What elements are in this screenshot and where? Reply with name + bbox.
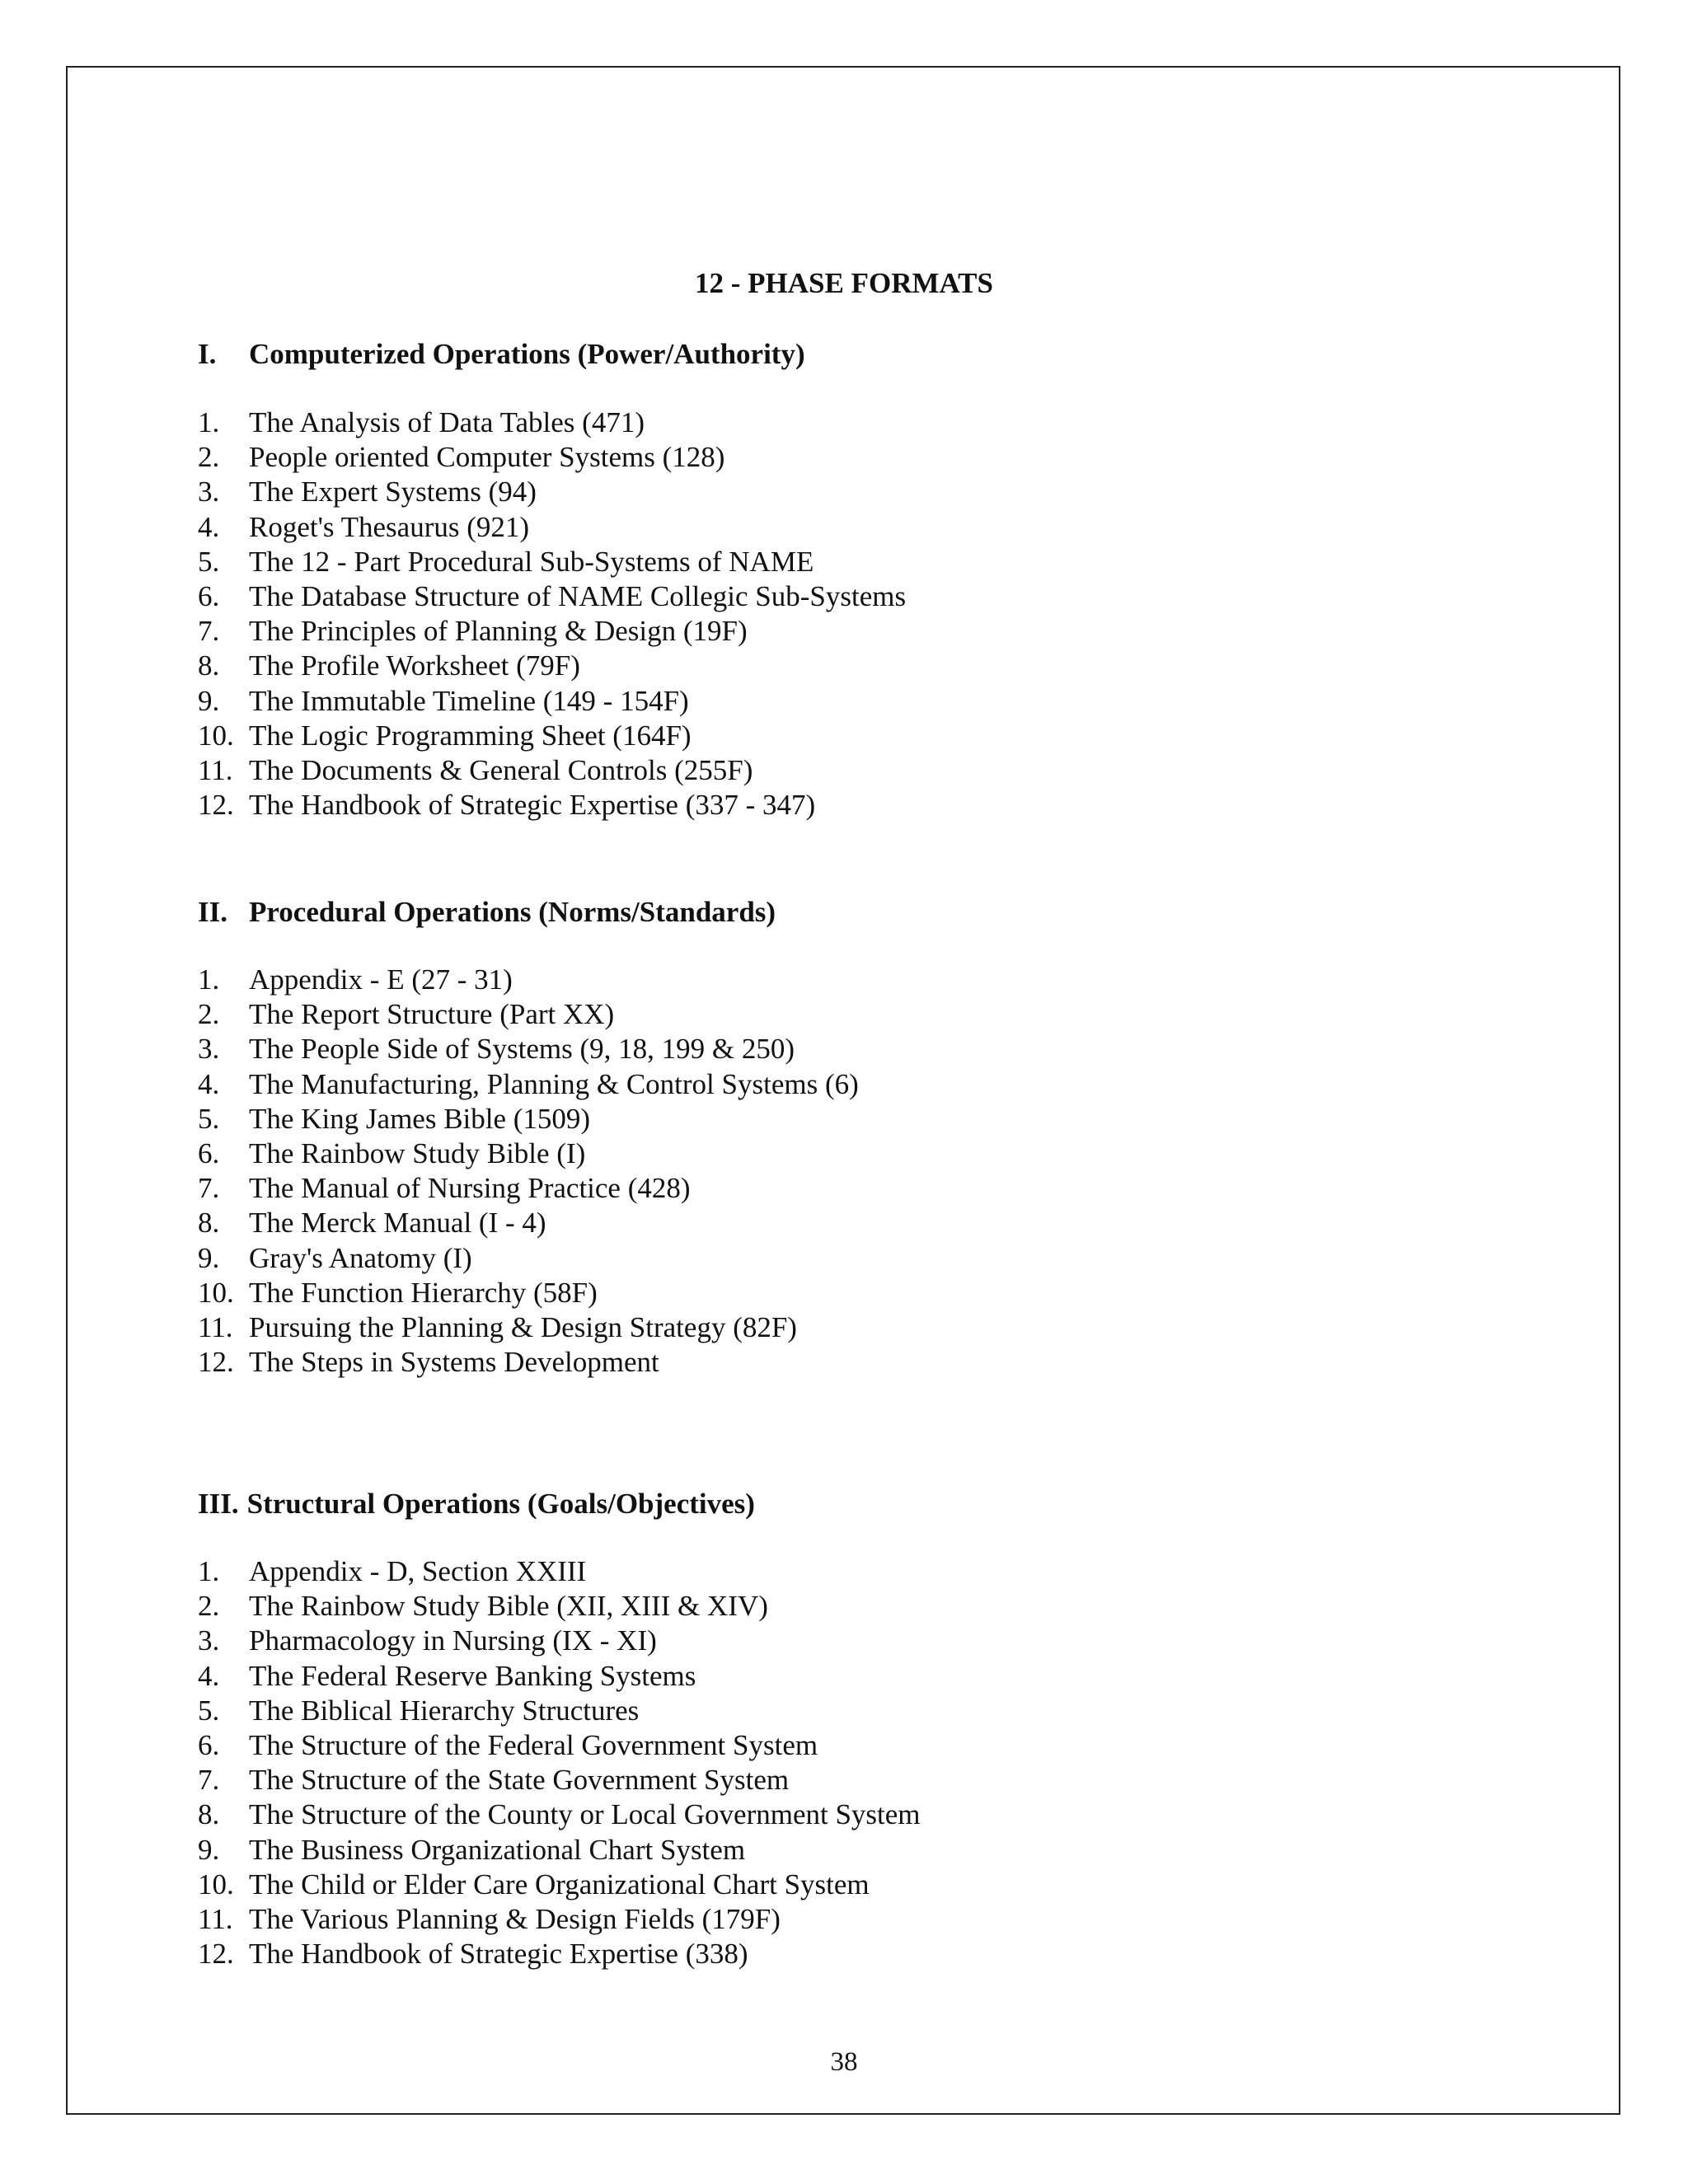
- item-number: 8.: [198, 649, 220, 682]
- item-text: The Database Structure of NAME Collegic Sub-Systems: [249, 580, 907, 613]
- item-number: 1.: [198, 963, 220, 996]
- item-number: 7.: [198, 1172, 220, 1205]
- item-number: 5.: [198, 1102, 220, 1135]
- section-numeral: III.: [198, 1488, 239, 1520]
- section-title: Procedural Operations (Norms/Standards): [249, 896, 776, 928]
- list-item: [198, 1797, 921, 1832]
- procedural-operations-list: [198, 963, 859, 1380]
- item-number: 4.: [198, 1067, 220, 1100]
- item-text: Appendix - D, Section XXIII: [249, 1555, 587, 1587]
- item-text: Pursuing the Planning & Design Strategy (82F): [249, 1311, 797, 1344]
- list-item: [198, 684, 906, 719]
- list-item: [198, 1276, 859, 1310]
- list-item: [198, 1310, 859, 1345]
- list-item: [198, 510, 906, 545]
- item-text: The Analysis of Data Tables (471): [249, 406, 645, 438]
- item-text: The Biblical Hierarchy Structures: [249, 1694, 640, 1727]
- list-item: [198, 1868, 921, 1902]
- section-numeral: II.: [198, 896, 227, 928]
- page-title: 12 - PHASE FORMATS: [695, 267, 993, 299]
- list-item: [198, 719, 906, 753]
- structural-operations-list: [198, 1554, 921, 1971]
- item-number: 10.: [198, 1868, 234, 1900]
- item-number: 2.: [198, 441, 220, 474]
- item-text: The Steps in Systems Development: [249, 1346, 659, 1379]
- item-text: The Rainbow Study Bible (XII, XIII & XIV): [249, 1590, 768, 1623]
- list-item: [198, 475, 906, 509]
- item-number: 3.: [198, 1033, 220, 1066]
- item-text: The Structure of the State Government System: [249, 1764, 790, 1797]
- list-item: [198, 1067, 859, 1102]
- item-number: 4.: [198, 1659, 220, 1692]
- page-number: 38: [830, 2047, 858, 2077]
- item-number: 9.: [198, 684, 220, 717]
- item-text: The People Side of Systems (9, 18, 199 & 250): [249, 1033, 795, 1066]
- item-text: The Profile Worksheet (79F): [249, 649, 580, 682]
- item-text: The 12 - Part Procedural Sub-Systems of NAME: [249, 545, 814, 578]
- item-number: 9.: [198, 1241, 220, 1274]
- list-item: [198, 1589, 921, 1624]
- item-text: The Principles of Planning & Design (19F): [249, 615, 748, 648]
- item-number: 11.: [198, 1903, 233, 1936]
- item-text: Pharmacology in Nursing (IX - XI): [249, 1624, 657, 1657]
- list-item: [198, 545, 906, 579]
- item-text: The Immutable Timeline (149 - 154F): [249, 684, 689, 717]
- item-number: 5.: [198, 545, 220, 578]
- list-item: [198, 1833, 921, 1868]
- computerized-operations-list: [198, 405, 906, 823]
- item-number: 6.: [198, 580, 220, 613]
- item-text: The Child or Elder Care Organizational Chart System: [249, 1868, 870, 1900]
- list-item: [198, 963, 859, 997]
- item-text: The Function Hierarchy (58F): [249, 1276, 598, 1309]
- item-number: 1.: [198, 406, 220, 438]
- item-number: 10.: [198, 1276, 234, 1309]
- list-item: [198, 1171, 859, 1206]
- list-item: [198, 614, 906, 649]
- item-number: 6.: [198, 1729, 220, 1762]
- list-item: [198, 405, 906, 440]
- list-item: [198, 1206, 859, 1240]
- item-text: The Expert Systems (94): [249, 476, 537, 509]
- list-item: [198, 1624, 921, 1658]
- section-heading-computerized-operations: [198, 336, 805, 373]
- section-heading-structural-operations: [198, 1486, 755, 1522]
- item-text: The King James Bible (1509): [249, 1102, 591, 1135]
- list-item: [198, 1554, 921, 1589]
- list-item: [198, 1345, 859, 1380]
- item-number: 12.: [198, 789, 234, 822]
- item-text: The Manual of Nursing Practice (428): [249, 1172, 691, 1205]
- item-number: 8.: [198, 1798, 220, 1831]
- item-text: The Handbook of Strategic Expertise (338): [249, 1938, 748, 1971]
- item-text: The Logic Programming Sheet (164F): [249, 719, 692, 752]
- item-number: 3.: [198, 476, 220, 509]
- section-title: Computerized Operations (Power/Authority): [249, 338, 805, 370]
- item-number: 3.: [198, 1624, 220, 1657]
- list-item: [198, 753, 906, 788]
- list-item: [198, 1102, 859, 1137]
- item-number: 10.: [198, 719, 234, 752]
- list-item: [198, 579, 906, 614]
- item-number: 8.: [198, 1207, 220, 1240]
- list-item: [198, 1694, 921, 1728]
- item-number: 12.: [198, 1938, 234, 1971]
- section-title: Structural Operations (Goals/Objectives): [246, 1488, 755, 1520]
- list-item: [198, 1728, 921, 1763]
- item-number: 2.: [198, 1590, 220, 1623]
- item-number: 6.: [198, 1137, 220, 1170]
- item-number: 11.: [198, 1311, 233, 1344]
- item-number: 4.: [198, 510, 220, 543]
- item-text: The Structure of the Federal Government System: [249, 1729, 818, 1762]
- item-text: People oriented Computer Systems (128): [249, 441, 725, 474]
- list-item: [198, 1937, 921, 1971]
- list-item: [198, 1032, 859, 1066]
- list-item: [198, 649, 906, 683]
- item-number: 12.: [198, 1346, 234, 1379]
- item-number: 9.: [198, 1833, 220, 1866]
- item-text: The Structure of the County or Local Government System: [249, 1798, 921, 1831]
- item-number: 7.: [198, 1764, 220, 1797]
- item-text: The Business Organizational Chart System: [249, 1833, 746, 1866]
- list-item: [198, 1137, 859, 1171]
- list-item: [198, 1902, 921, 1937]
- item-text: The Documents & General Controls (255F): [249, 754, 753, 787]
- item-text: The Various Planning & Design Fields (179F): [249, 1903, 781, 1936]
- item-number: 11.: [198, 754, 233, 787]
- list-item: [198, 1763, 921, 1797]
- item-text: The Report Structure (Part XX): [249, 998, 615, 1031]
- list-item: [198, 788, 906, 823]
- item-text: The Handbook of Strategic Expertise (337 - 347): [249, 789, 816, 822]
- list-item: [198, 1241, 859, 1276]
- section-numeral: I.: [198, 338, 217, 370]
- item-text: The Federal Reserve Banking Systems: [249, 1659, 696, 1692]
- list-item: [198, 440, 906, 475]
- section-heading-procedural-operations: [198, 894, 776, 930]
- item-text: Appendix - E (27 - 31): [249, 963, 513, 996]
- item-number: 1.: [198, 1555, 220, 1587]
- item-number: 7.: [198, 615, 220, 648]
- item-number: 5.: [198, 1694, 220, 1727]
- item-text: Gray's Anatomy (I): [249, 1241, 472, 1274]
- list-item: [198, 997, 859, 1032]
- item-number: 2.: [198, 998, 220, 1031]
- item-text: The Manufacturing, Planning & Control Systems (6): [249, 1067, 859, 1100]
- item-text: The Rainbow Study Bible (I): [249, 1137, 586, 1170]
- item-text: Roget's Thesaurus (921): [249, 510, 530, 543]
- item-text: The Merck Manual (I - 4): [249, 1207, 546, 1240]
- list-item: [198, 1659, 921, 1694]
